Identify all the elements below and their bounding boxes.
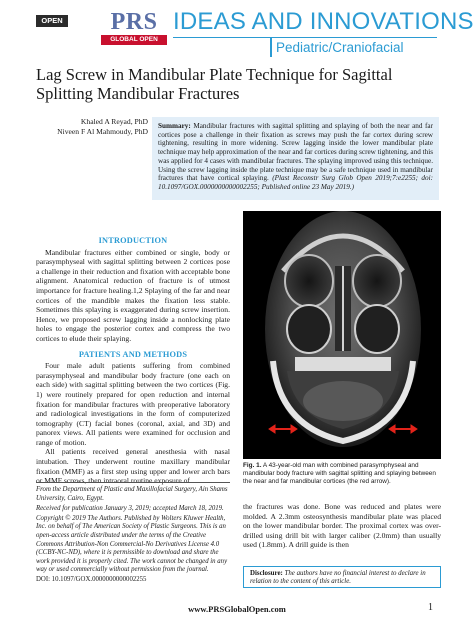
article-footnote (36, 482, 230, 587)
left-column (36, 236, 230, 486)
summary-label: Summary: (158, 122, 191, 130)
page-number: 1 (428, 602, 433, 613)
figure-label: Fig. 1. (243, 462, 262, 469)
figure-caption-text: A 43-year-old man with combined parasymphyseal and mandibular body fracture with sagittal splitting and splaying between the near and far mandibular cortices (the red arrow). (243, 462, 436, 485)
figure-caption (243, 462, 443, 486)
affiliation: From the Department of Plastic and Maxillofacial Surgery, Ain Shams University, Cairo, Egypt. (36, 486, 228, 502)
author-name: Niveen F Al Mahmoudy, PhD (57, 127, 148, 136)
author-list (36, 117, 148, 137)
summary-citation: (Plast Reconstr Surg Glob Open 2019;7:e2255; doi: 10.1097/GOX.0000000000002255; Published online 23 May 2019.) (158, 174, 434, 191)
summary-box (152, 117, 439, 200)
introduction-paragraph: Mandibular fractures either combined or single, body or parasymphyseal with sagittal splitting between 2 cortices pose a challenge in their reduction and fixation with acceptable bone alignment. Anatomical reduction of fracture is of utmost importance for fracture healing.1,2 Splaying of the far and near cortices of the mandible makes the fixation less stable. Sometimes this splaying is exaggerated during screw insertion. Hence, we proposed screw lagging inside a nonlocking plate holes to engage the posterior cortex and compress the two cortices to elude their splaying. (36, 247, 230, 343)
ct-scan-image (243, 211, 441, 459)
summary-text: Mandibular fractures with sagittal splitting and splaying of both the near and far cortices pose a challenge in their fixation as screws may push the far cortex during screw tightening, resulting in more widening. Screw lagging inside the lower mandibular plate technique may help approximation of the near and far cortices during screw tightening, and this was applied for 4 cases with mandibular fractures. The splaying improved using this technique. Using the screw lagging inside the plate technique may be a safe technique used in mandibular fractures that have cortical splaying. (158, 122, 433, 183)
ct-scan-figure (243, 211, 441, 459)
methods-paragraph: All patients received general anesthesia with nasal intubation. They underwent routine maxillary mandibular fixation (MMF) as a first step using upper and lower arch bars or MMF screws, then intraoral routine exposure of (36, 447, 230, 486)
journal-section-title: IDEAS AND INNOVATIONS (173, 8, 474, 35)
doi-line: DOI: 10.1097/GOX.0000000000002255 (36, 576, 147, 584)
disclosure-label: Disclosure: (250, 570, 283, 577)
methods-paragraph: Four male adult patients suffering from combined parasymphyseal and mandibular body fracture (one each on each side) with sagittal splitting between the two cortices (Fig. 1) were routinely prepared for open reduction and internal fixation for mandibular fractures with preoperative laboratory and radiological investigations in the form of computerized tomography (CT) facial bones (coronal, axial, and 3D) and panorex views. All patients were examined for occlusion and range of motion. (36, 361, 230, 447)
copyright-notice: Copyright © 2019 The Authors. Published by Wolters Kluwer Health, Inc. on behalf of The American Society of Plastic Surgeons. This is an open-access article distributed under the terms of the Creative Commons Attribution-Non Commercial-No Derivatives License 4.0 (CCBY-NC-ND), where it is permissible to download and share the work provided it is properly cited. The work cannot be changed in any way or used commercially without permission from the journal. (36, 514, 228, 574)
disclosure-text: The authors have no financial interest to declare in relation to the content of this article. (250, 570, 426, 585)
methods-heading: PATIENTS AND METHODS (78, 349, 188, 359)
author-name: Khaled A Reyad, PhD (80, 117, 148, 126)
right-column-paragraph: the fractures was done. Bone was reduced and plates were molded. A 2.3mm osteosynthesis mandibular plate was placed on the lower mandibular border. The proximal cortex was over-drilled using drill bit with larger caliber (2.0mm) than usually used (1.8mm). A drill guide is then (243, 502, 441, 550)
disclosure-box (243, 566, 441, 588)
open-access-badge: OPEN (36, 15, 68, 27)
article-title: Lag Screw in Mandibular Plate Technique for Sagittal Splitting Mandibular Fractures (36, 65, 393, 103)
introduction-heading: INTRODUCTION (98, 236, 168, 245)
logo-subtext: GLOBAL OPEN (101, 35, 167, 45)
logo-prs-text: PRS (110, 9, 158, 35)
journal-logo (101, 9, 167, 47)
subject-category: Pediatric/Craniofacial (270, 38, 404, 57)
journal-website-link[interactable]: www.PRSGlobalOpen.com (188, 604, 286, 614)
received-dates: Received for publication January 3, 2019; accepted March 18, 2019. (36, 504, 224, 512)
